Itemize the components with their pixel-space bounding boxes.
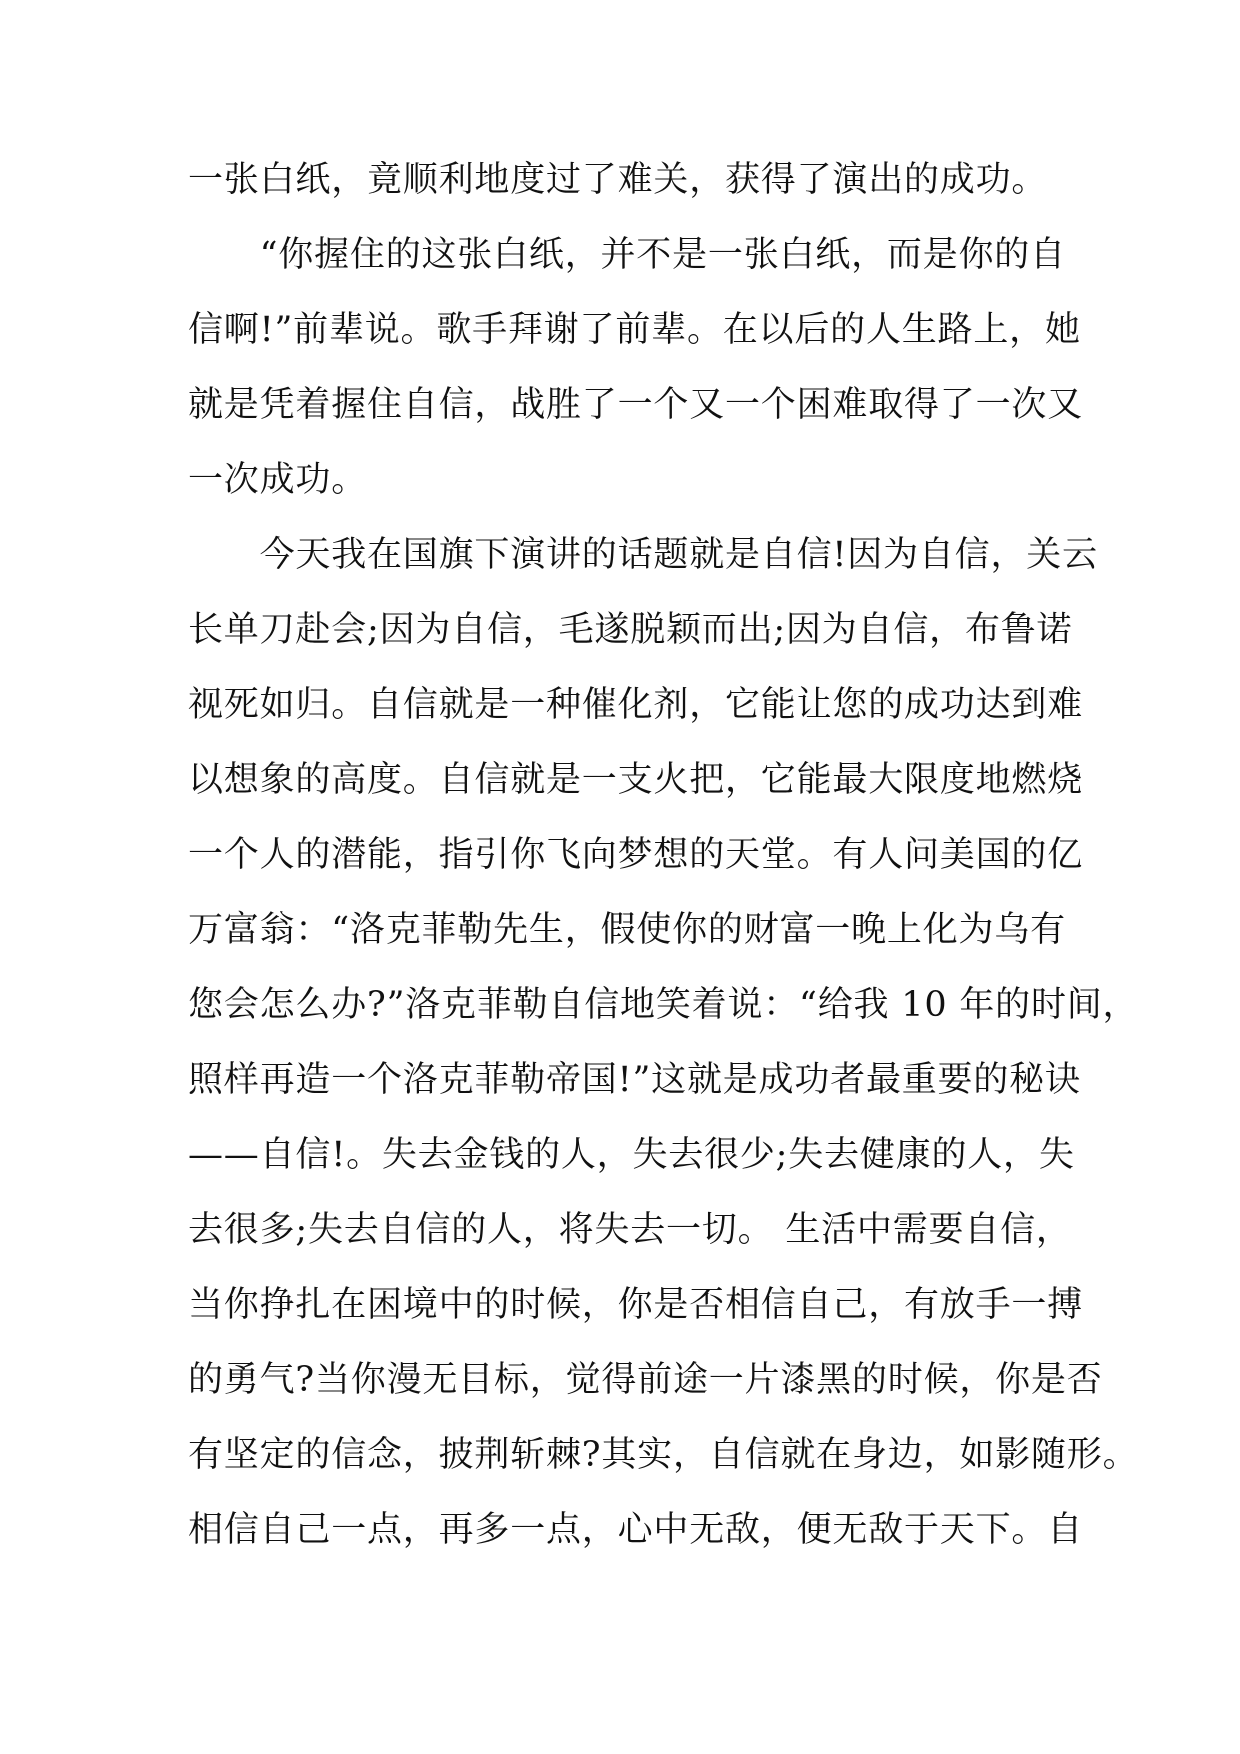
text-line: ——自信!。失去金钱的人，失去很少;失去健康的人，失: [188, 1135, 1075, 1175]
text-line: 有坚定的信念，披荆斩棘?其实，自信就在身边，如影随形。: [188, 1435, 1139, 1475]
text-line: 当你挣扎在困境中的时候，你是否相信自己，有放手一搏: [188, 1285, 1084, 1325]
text-line: 一次成功。: [188, 460, 368, 500]
text-line: 以想象的高度。自信就是一支火把，它能最大限度地燃烧: [188, 760, 1084, 800]
text-line: 照样再造一个洛克菲勒帝国!”这就是成功者最重要的秘诀: [188, 1060, 1081, 1100]
text-line: 视死如归。自信就是一种催化剂，它能让您的成功达到难: [188, 685, 1084, 725]
text-line: 一个人的潜能，指引你飞向梦想的天堂。有人问美国的亿: [188, 835, 1084, 875]
text-line: 的勇气?当你漫无目标，觉得前途一片漆黑的时候，你是否: [188, 1360, 1103, 1400]
text-line: “你握住的这张白纸，并不是一张白纸，而是你的自: [188, 235, 1066, 275]
text-line: 相信自己一点，再多一点，心中无敌，便无敌于天下。自: [188, 1510, 1084, 1550]
text-line: 去很多;失去自信的人，将失去一切。 生活中需要自信，: [188, 1210, 1072, 1250]
text-line: 信啊!”前辈说。歌手拜谢了前辈。在以后的人生路上，她: [188, 310, 1081, 350]
text-line: 今天我在国旗下演讲的话题就是自信!因为自信，关云: [188, 535, 1098, 575]
text-line: 万富翁：“洛克菲勒先生，假使你的财富一晚上化为乌有: [188, 910, 1066, 950]
text-line: 就是凭着握住自信，战胜了一个又一个困难取得了一次又: [188, 385, 1084, 425]
text-line: 您会怎么办?”洛克菲勒自信地笑着说：“给我 10 年的时间，: [188, 985, 1139, 1025]
text-line: 一张白纸，竟顺利地度过了难关，获得了演出的成功。: [188, 160, 1048, 200]
text-line: 长单刀赴会;因为自信，毛遂脱颖而出;因为自信，布鲁诺: [188, 610, 1073, 650]
